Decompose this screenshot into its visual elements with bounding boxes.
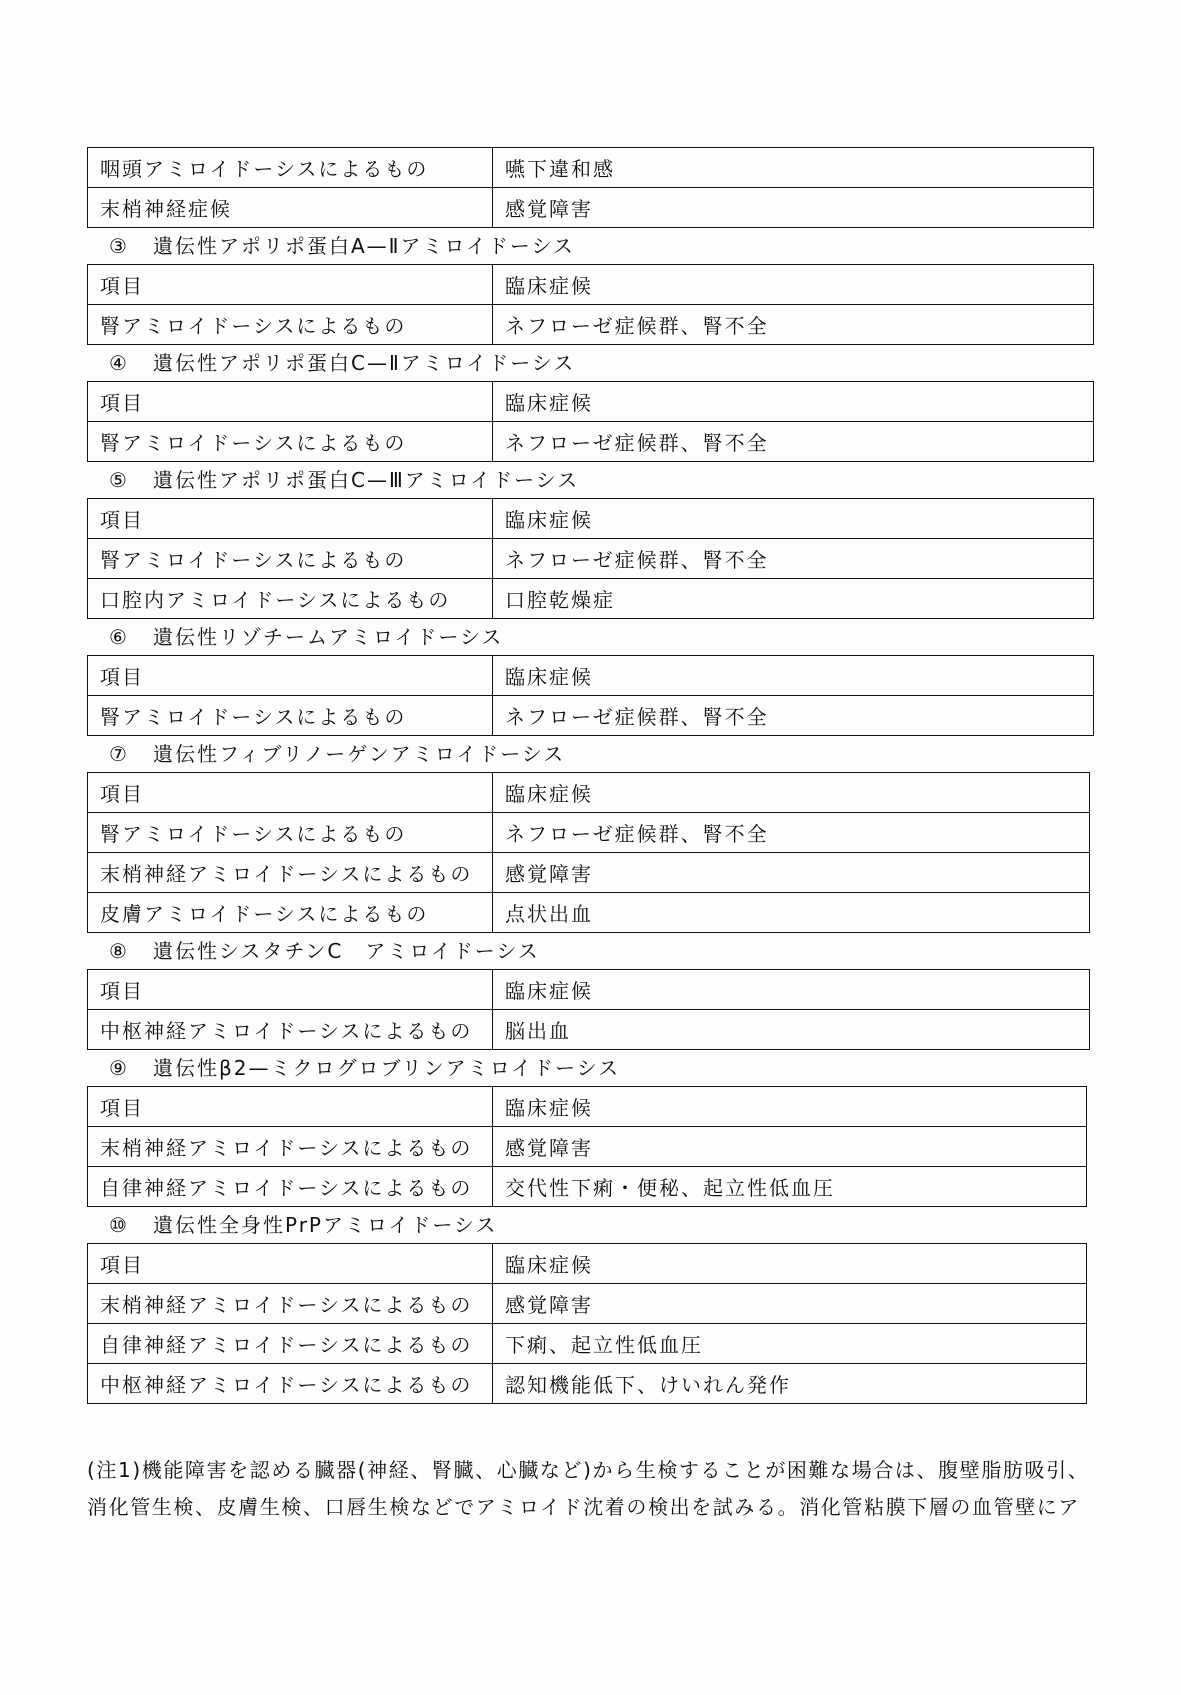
section-title bbox=[87, 933, 1095, 969]
section-title-text: 遺伝性フィブリノーゲンアミロイドーシス bbox=[153, 742, 566, 766]
cell-item: 中枢神経アミロイドーシスによるもの bbox=[88, 1364, 493, 1404]
table-header-row bbox=[88, 1087, 1087, 1127]
table-header-row bbox=[88, 499, 1094, 539]
cell-symptom: 感覚障害 bbox=[493, 1284, 1087, 1324]
table-apoc3 bbox=[87, 498, 1094, 619]
table-row bbox=[88, 1127, 1087, 1167]
header-symptom: 臨床症候 bbox=[493, 773, 1090, 813]
section-title bbox=[87, 345, 1095, 381]
table-header-row bbox=[88, 1244, 1087, 1284]
cell-item: 腎アミロイドーシスによるもの bbox=[88, 696, 493, 736]
header-item: 項目 bbox=[88, 1244, 493, 1284]
cell-symptom: 口腔乾燥症 bbox=[493, 579, 1094, 619]
table-header-row bbox=[88, 382, 1094, 422]
cell-item: 自律神経アミロイドーシスによるもの bbox=[88, 1324, 493, 1364]
cell-symptom: ネフローゼ症候群、腎不全 bbox=[493, 539, 1094, 579]
table-row bbox=[88, 1364, 1087, 1404]
footnote-line-2: 消化管生検、皮膚生検、口唇生検などでアミロイド沈着の検出を試みる。消化管粘膜下層の血管壁にア bbox=[87, 1495, 1080, 1519]
section-number: ③ bbox=[109, 234, 129, 258]
table-row bbox=[88, 188, 1094, 228]
table-row bbox=[88, 893, 1090, 933]
table-row bbox=[88, 696, 1094, 736]
section-number: ④ bbox=[109, 351, 129, 375]
table-row bbox=[88, 579, 1094, 619]
table-header-row bbox=[88, 773, 1090, 813]
section-title-text: 遺伝性全身性PrPアミロイドーシス bbox=[153, 1213, 498, 1237]
header-item: 項目 bbox=[88, 265, 493, 305]
header-item: 項目 bbox=[88, 656, 493, 696]
header-symptom: 臨床症候 bbox=[493, 382, 1094, 422]
table-prp bbox=[87, 1243, 1087, 1404]
document-body bbox=[87, 147, 1095, 1404]
section-title-text: 遺伝性アポリポ蛋白C—Ⅲアミロイドーシス bbox=[153, 468, 580, 492]
header-symptom: 臨床症候 bbox=[493, 1244, 1087, 1284]
cell-item: 口腔内アミロイドーシスによるもの bbox=[88, 579, 493, 619]
cell-symptom: 感覚障害 bbox=[493, 1127, 1087, 1167]
table-row bbox=[88, 813, 1090, 853]
section-title-text: 遺伝性アポリポ蛋白A—Ⅱアミロイドーシス bbox=[153, 234, 575, 258]
header-symptom: 臨床症候 bbox=[493, 265, 1094, 305]
section-number: ⑦ bbox=[109, 742, 129, 766]
section-title-text: 遺伝性シスタチンC アミロイドーシス bbox=[153, 939, 540, 963]
header-symptom: 臨床症候 bbox=[493, 970, 1090, 1010]
cell-symptom: ネフローゼ症候群、腎不全 bbox=[493, 305, 1094, 345]
header-item: 項目 bbox=[88, 499, 493, 539]
cell-item: 腎アミロイドーシスによるもの bbox=[88, 813, 493, 853]
header-symptom: 臨床症候 bbox=[493, 656, 1094, 696]
cell-item: 末梢神経アミロイドーシスによるもの bbox=[88, 853, 493, 893]
section-title bbox=[87, 462, 1095, 498]
section-title bbox=[87, 1207, 1095, 1243]
table-apoa2 bbox=[87, 264, 1094, 345]
cell-item: 皮膚アミロイドーシスによるもの bbox=[88, 893, 493, 933]
table-row bbox=[88, 1010, 1090, 1050]
cell-symptom: 認知機能低下、けいれん発作 bbox=[493, 1364, 1087, 1404]
cell-symptom: ネフローゼ症候群、腎不全 bbox=[493, 422, 1094, 462]
header-item: 項目 bbox=[88, 1087, 493, 1127]
header-item: 項目 bbox=[88, 773, 493, 813]
cell-symptom: 点状出血 bbox=[493, 893, 1090, 933]
section-title-text: 遺伝性アポリポ蛋白C—Ⅱアミロイドーシス bbox=[153, 351, 576, 375]
section-number: ⑤ bbox=[109, 468, 129, 492]
cell-symptom: 下痢、起立性低血圧 bbox=[493, 1324, 1087, 1364]
table-apoc2 bbox=[87, 381, 1094, 462]
header-symptom: 臨床症候 bbox=[493, 1087, 1087, 1127]
table-cystatin-c bbox=[87, 969, 1090, 1050]
section-number: ⑩ bbox=[109, 1213, 129, 1237]
cell-item: 自律神経アミロイドーシスによるもの bbox=[88, 1167, 493, 1207]
table-row bbox=[88, 1284, 1087, 1324]
cell-item: 末梢神経症候 bbox=[88, 188, 493, 228]
table-row bbox=[88, 148, 1094, 188]
section-title-text: 遺伝性β2—ミクログロブリンアミロイドーシス bbox=[153, 1056, 621, 1080]
cell-symptom: 脳出血 bbox=[493, 1010, 1090, 1050]
table-row bbox=[88, 853, 1090, 893]
table-row bbox=[88, 422, 1094, 462]
cell-item: 腎アミロイドーシスによるもの bbox=[88, 422, 493, 462]
table-row bbox=[88, 305, 1094, 345]
table-fibrinogen bbox=[87, 772, 1090, 933]
footnote bbox=[87, 1452, 1097, 1526]
header-item: 項目 bbox=[88, 970, 493, 1010]
header-symptom: 臨床症候 bbox=[493, 499, 1094, 539]
section-title bbox=[87, 228, 1095, 264]
cell-item: 腎アミロイドーシスによるもの bbox=[88, 539, 493, 579]
section-title-text: 遺伝性リゾチームアミロイドーシス bbox=[153, 625, 504, 649]
cell-symptom: 嚥下違和感 bbox=[493, 148, 1094, 188]
section-number: ⑨ bbox=[109, 1056, 129, 1080]
section-number: ⑥ bbox=[109, 625, 129, 649]
cell-item: 腎アミロイドーシスによるもの bbox=[88, 305, 493, 345]
cell-symptom: 交代性下痢・便秘、起立性低血圧 bbox=[493, 1167, 1087, 1207]
table-b2-microglobulin bbox=[87, 1086, 1087, 1207]
cell-symptom: ネフローゼ症候群、腎不全 bbox=[493, 696, 1094, 736]
table-row bbox=[88, 1167, 1087, 1207]
section-number: ⑧ bbox=[109, 939, 129, 963]
cell-symptom: 感覚障害 bbox=[493, 188, 1094, 228]
table-continued bbox=[87, 147, 1094, 228]
table-row bbox=[88, 539, 1094, 579]
table-header-row bbox=[88, 265, 1094, 305]
footnote-line-1: (注1)機能障害を認める臓器(神経、腎臓、心臓など)から生検することが困難な場合は、腹壁脂肪吸引、 bbox=[87, 1458, 1090, 1482]
section-title bbox=[87, 619, 1095, 655]
section-title bbox=[87, 1050, 1095, 1086]
table-header-row bbox=[88, 656, 1094, 696]
table-row bbox=[88, 1324, 1087, 1364]
cell-symptom: 感覚障害 bbox=[493, 853, 1090, 893]
cell-item: 末梢神経アミロイドーシスによるもの bbox=[88, 1127, 493, 1167]
cell-item: 咽頭アミロイドーシスによるもの bbox=[88, 148, 493, 188]
cell-item: 末梢神経アミロイドーシスによるもの bbox=[88, 1284, 493, 1324]
cell-symptom: ネフローゼ症候群、腎不全 bbox=[493, 813, 1090, 853]
cell-item: 中枢神経アミロイドーシスによるもの bbox=[88, 1010, 493, 1050]
header-item: 項目 bbox=[88, 382, 493, 422]
section-title bbox=[87, 736, 1095, 772]
table-header-row bbox=[88, 970, 1090, 1010]
table-lysozyme bbox=[87, 655, 1094, 736]
